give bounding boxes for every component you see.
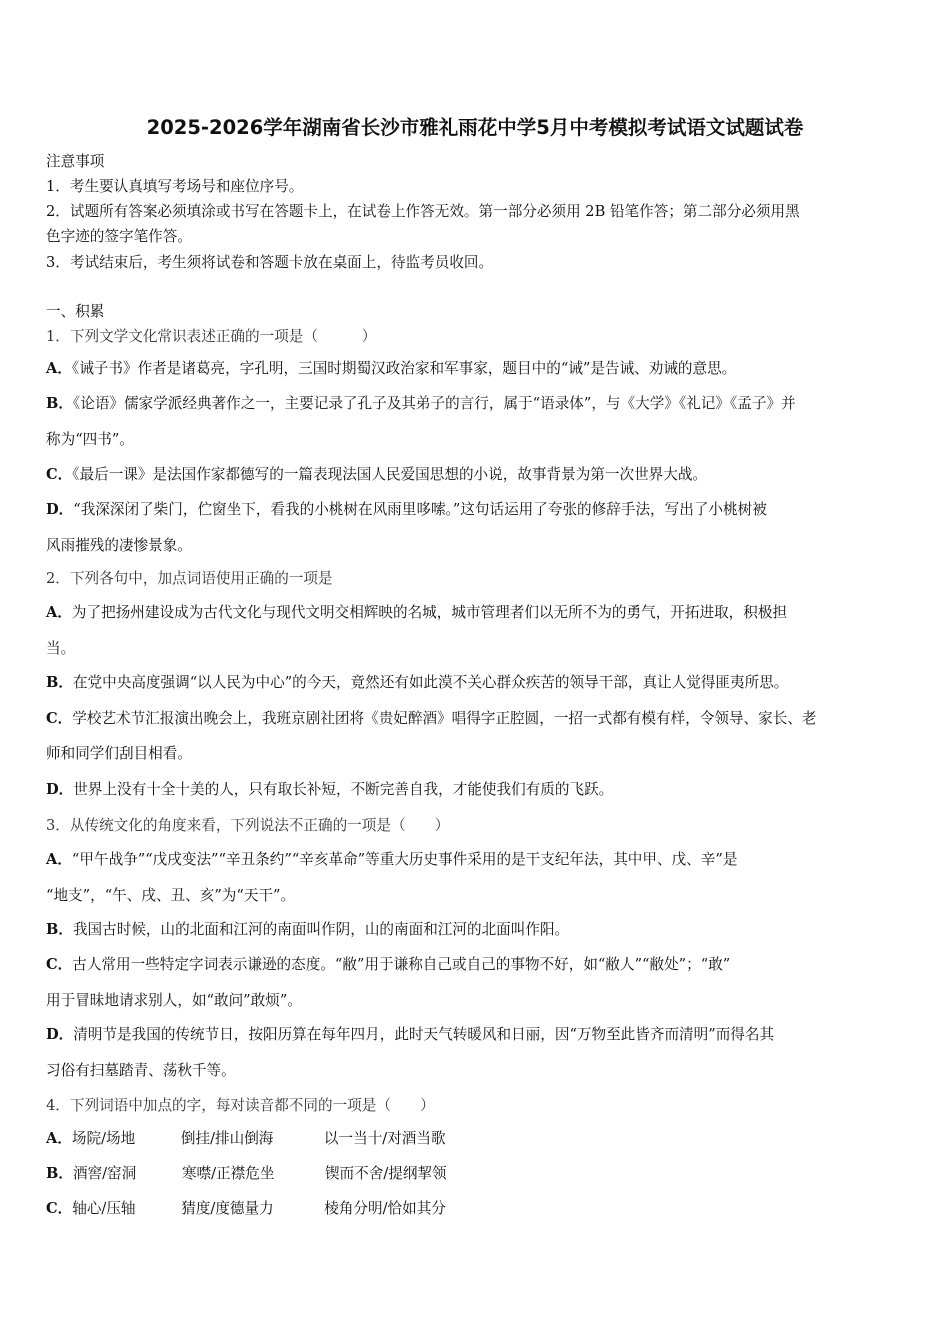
option-text-rest: 群众疾苦的领导干部，真让人觉得匪夷所思。 <box>496 674 789 691</box>
word-pair: 场院/场地 <box>71 1130 136 1147</box>
q2-option-b <box>46 673 906 693</box>
q2-option-a-cont: 当。 <box>46 640 76 657</box>
option-text: 世界上没有十全十美的人，只有 <box>73 781 278 798</box>
option-text: 清明节是我国的传统节日，按阳历算在每年四月，此时天气转暖风和日丽，因“万物至此皆齐而清明”而得名其 <box>73 1026 775 1043</box>
option-label: D． <box>46 1026 74 1043</box>
q1-option-a <box>46 359 906 379</box>
option-label: A． <box>46 1130 72 1147</box>
option-label: D． <box>46 501 74 518</box>
dotted-word: 取长补短 <box>277 781 336 798</box>
dotted-word: 无所不为 <box>553 604 612 621</box>
option-text: 《最后一课》是法国作家都德写的一篇表现法国人民爱国思想的小说，故事背景为第一次世界大战。 <box>72 466 708 483</box>
notice-item-2-cont: 色字迹的签字笔作答。 <box>46 228 192 245</box>
q1-stem: 1．下列文学文化常识表述正确的一项是（ ） <box>46 328 377 345</box>
option-text: 古人常用一些特定字词表示谦逊的态度。“敝”用于谦称自己或自己的事物不好，如“敝人”“敝处”；“敢” <box>72 956 731 973</box>
option-text: 《诫子书》作者是诸葛亮，字孔明，三国时期蜀汉政治家和军事家，题目中的“诫”是告诫、劝诫的意思。 <box>71 360 737 377</box>
word-pair: 以一当十/对酒当歌 <box>323 1130 446 1147</box>
option-text: 学校艺术节汇报演出晚会上，我班京剧社团将《贵妃醉酒》唱得字正腔圆，一招一式都有模有样，令领导、家长、老 <box>72 710 817 727</box>
q4-option-a <box>46 1129 906 1149</box>
q3-option-c <box>46 955 906 975</box>
option-text-rest: ，不断完善自我，才能使我们有质的飞跃。 <box>335 781 614 798</box>
q1-option-c <box>46 465 906 485</box>
q3-option-c-cont: 用于冒昧地请求别人，如“敢问”敢烦”。 <box>46 992 302 1009</box>
option-text: “甲午战争”“戊戌变法”“辛丑条约”“辛亥革命”等重大历史事件采用的是干支纪年法，其中甲、戊、辛”是 <box>71 851 738 868</box>
option-label: C． <box>46 710 73 727</box>
option-label: B． <box>46 1165 73 1182</box>
q3-option-d-cont: 习俗有扫墓踏青、荡秋千等。 <box>46 1062 236 1079</box>
q1-option-d-cont: 风雨摧残的凄惨景象。 <box>46 537 192 554</box>
q4-stem: 4．下列词语中加点的字，每对读音都不同的一项是（ ） <box>46 1097 435 1114</box>
q4-option-b <box>46 1164 906 1184</box>
section-heading: 一、积累 <box>46 303 105 320</box>
word-pair: 寒噤/正襟危坐 <box>181 1165 275 1182</box>
q3-option-b <box>46 920 906 940</box>
word-pair: 倒挂/排山倒海 <box>180 1130 274 1147</box>
option-label: A． <box>46 604 72 621</box>
option-label: B． <box>46 674 73 691</box>
option-label: C． <box>46 956 73 973</box>
q2-stem: 2．下列各句中，加点词语使用正确的一项是 <box>46 570 333 587</box>
option-text-rest: 的勇气，开拓进取，积极担 <box>611 604 788 621</box>
option-label: A． <box>46 360 72 377</box>
q2-option-a <box>46 603 906 623</box>
q2-option-d <box>46 780 906 800</box>
option-label: B． <box>46 921 73 938</box>
q3-option-a-cont: “地支”，“午、戌、丑、亥”为“天干”。 <box>46 887 296 904</box>
option-text: 《论语》儒家学派经典著作之一，主要记录了孔子及其弟子的言行，属于“语录体”，与《大学》《礼记》《孟子》并 <box>72 395 796 412</box>
q3-stem: 3．从传统文化的角度来看，下列说法不正确的一项是（ ） <box>46 817 450 834</box>
notice-heading: 注意事项 <box>46 153 105 170</box>
option-label: A． <box>46 851 72 868</box>
word-pair: 锲而不舍/提纲挈领 <box>324 1165 447 1182</box>
q1-option-b-cont: 称为“四书”。 <box>46 431 134 448</box>
option-text: “我深深闭了柴门，伫窗坐下，看我的小桃树在风雨里哆嗦。”这句话运用了夸张的修辞手法，写出了小桃树被 <box>73 501 767 518</box>
dotted-word: 漠不关心 <box>438 674 497 691</box>
word-pair: 酒窖/窑洞 <box>72 1165 137 1182</box>
word-pair: 棱角分明/恰如其分 <box>324 1200 446 1217</box>
q1-option-b <box>46 394 906 414</box>
option-text: 我国古时候，山的北面和江河的南面叫作阴，山的南面和江河的北面叫作阳。 <box>72 921 570 938</box>
q2-option-c-cont: 师和同学们刮目相看。 <box>46 745 192 762</box>
word-pair: 猜度/度德量力 <box>181 1200 274 1217</box>
option-text: 为了把扬州建设成为古代文化与现代文明交相辉映的名城，城市管理者们以 <box>71 604 554 621</box>
q1-option-d <box>46 500 906 520</box>
option-text: 在党中央高度强调“以人民为中心”的今天，竟然还有如此 <box>72 674 439 691</box>
option-label: C． <box>46 1200 73 1217</box>
q2-option-c <box>46 709 906 729</box>
q3-option-a <box>46 850 906 870</box>
option-label: C． <box>46 466 73 483</box>
page-title: 2025-2026学年湖南省长沙市雅礼雨花中学5月中考模拟考试语文试题试卷 <box>146 116 804 139</box>
option-label: B． <box>46 395 73 412</box>
notice-item-2: 2．试题所有答案必须填涂或书写在答题卡上，在试卷上作答无效。第一部分必须用 2B 铅笔作答；第二部分必须用黑 <box>46 203 800 220</box>
word-pair: 轴心/压轴 <box>72 1200 136 1217</box>
q4-option-c <box>46 1199 906 1219</box>
q3-option-d <box>46 1025 906 1045</box>
option-label: D． <box>46 781 74 798</box>
notice-item-1: 1．考生要认真填写考场号和座位序号。 <box>46 178 304 195</box>
notice-item-3: 3．考试结束后，考生须将试卷和答题卡放在桌面上，待监考员收回。 <box>46 254 494 271</box>
